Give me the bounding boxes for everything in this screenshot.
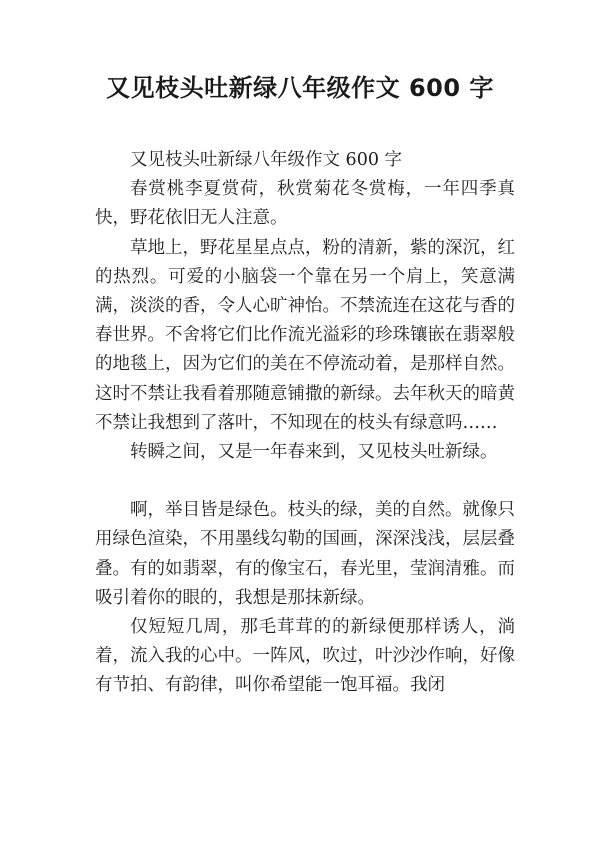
paragraph: 转瞬之间，又是一年春来到，又见枝头吐新绿。 bbox=[130, 442, 498, 463]
paragraph-subtitle: 又见枝头吐新绿八年级作文 600 字 bbox=[130, 150, 403, 170]
article-body bbox=[95, 146, 515, 701]
page-title: 又见枝头吐新绿八年级作文 600 字 bbox=[106, 74, 494, 102]
paragraph: 春赏桃李夏赏荷，秋赏菊花冬赏梅，一年四季真快，野花依旧无人注意。 bbox=[95, 179, 515, 229]
paragraph-gap bbox=[95, 467, 515, 496]
paragraph: 仅短短几周，那毛茸茸的的新绿便那样诱人，淌着，流入我的心中。一阵风，吹过，叶沙沙作响，好像有节拍、有韵律，叫你希望能一饱耳福。我闭 bbox=[95, 617, 515, 696]
paragraph: 啊，举目皆是绿色。枝头的绿，美的自然。就像只用绿色渲染，不用墨线勾勒的国画，深深浅浅，层层叠叠。有的如翡翠，有的像宝石，春光里，莹润清雅。而吸引着你的眼的，我想是那抹新绿。 bbox=[95, 500, 515, 608]
paragraph: 草地上，野花星星点点，粉的清新，紫的深沉，红的热烈。可爱的小脑袋一个靠在另一个肩上，笑意满满，淡淡的香，令人心旷神怡。不禁流连在这花与香的春世界。不舍将它们比作流光溢彩的珍珠镶嵌在翡翠般的地毯上，因为它们的美在不停流动着，是那样自然。这时不禁让我看着那随意铺撒的新绿。去年秋天的暗黄不禁让我想到了落叶，不知现在的枝头有绿意吗…… bbox=[95, 237, 515, 433]
